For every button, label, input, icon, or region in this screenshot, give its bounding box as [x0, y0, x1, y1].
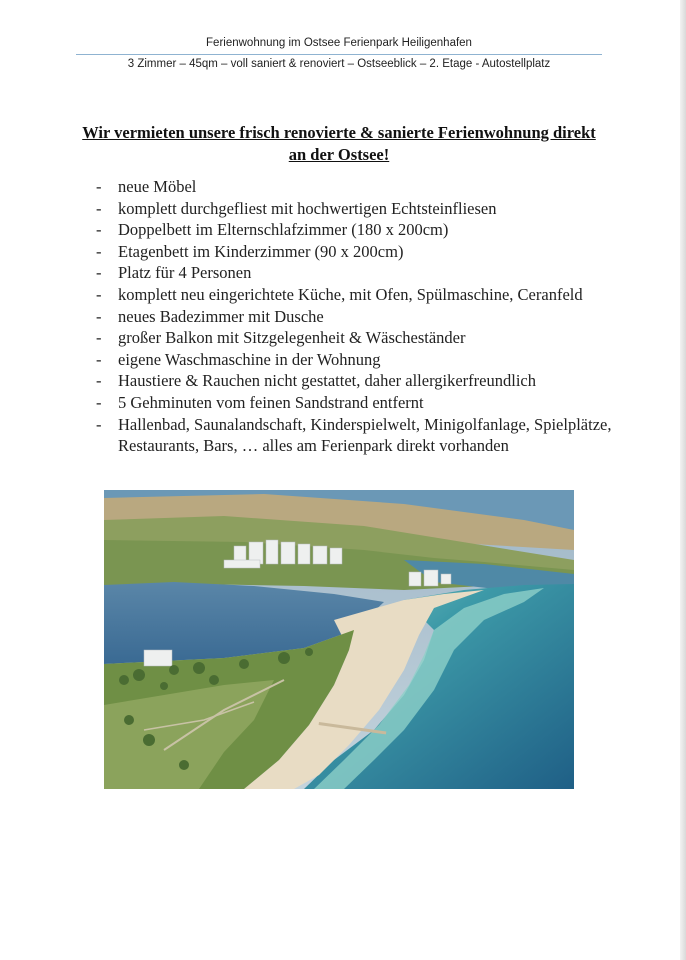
feature-item	[96, 349, 616, 371]
feature-text: 5 Gehminuten vom feinen Sandstrand entfernt	[118, 392, 424, 412]
bullet-dash: -	[96, 414, 102, 434]
feature-item	[96, 414, 616, 457]
bullet-dash: -	[96, 198, 102, 218]
feature-item	[96, 241, 616, 263]
feature-text: Hallenbad, Saunalandschaft, Kinderspielwelt, Minigolfanlage, Spielplätze, Restaurants, Bars, … alles am Ferienpark direkt vorhanden	[118, 414, 612, 456]
feature-item	[96, 198, 616, 220]
bullet-dash: -	[96, 263, 102, 283]
bullet-dash: -	[96, 220, 102, 240]
bullet-dash: -	[96, 284, 102, 304]
page-edge-shadow	[680, 0, 686, 960]
feature-text: neue Möbel	[118, 177, 197, 196]
feature-item	[96, 219, 616, 241]
feature-text: Etagenbett im Kinderzimmer (90 x 200cm)	[118, 241, 404, 261]
feature-text: komplett neu eingerichtete Küche, mit Ofen, Spülmaschine, Ceranfeld	[118, 284, 583, 304]
feature-item	[96, 262, 616, 284]
bullet-dash: -	[96, 241, 102, 261]
feature-item	[96, 370, 616, 392]
feature-list	[96, 176, 616, 457]
feature-item	[96, 176, 616, 198]
feature-item	[96, 392, 616, 414]
feature-text: eigene Waschmaschine in der Wohnung	[118, 349, 381, 369]
feature-text: Doppelbett im Elternschlafzimmer (180 x 200cm)	[118, 220, 449, 240]
bullet-dash: -	[96, 392, 102, 412]
bullet-dash: -	[96, 371, 102, 391]
header-subtitle: 3 Zimmer – 45qm – voll saniert & renoviert – Ostseeblick – 2. Etage - Autostellplatz	[127, 58, 551, 70]
feature-text: neues Badezimmer mit Dusche	[118, 306, 324, 326]
feature-item	[96, 284, 616, 306]
bullet-dash: -	[96, 349, 102, 369]
bullet-dash: -	[96, 328, 102, 348]
bullet-dash: -	[96, 177, 102, 196]
feature-text: großer Balkon mit Sitzgelegenheit & Wäscheständer	[118, 328, 466, 348]
main-headline: Wir vermieten unsere frisch renovierte & sanierte Ferienwohnung direkt an der Ostsee!	[82, 123, 596, 164]
feature-text: komplett durchgefliest mit hochwertigen Echtsteinfliesen	[118, 198, 497, 218]
feature-text: Haustiere & Rauchen nicht gestattet, daher allergikerfreundlich	[118, 371, 536, 391]
feature-item	[96, 327, 616, 349]
aerial-beach-photo	[104, 490, 574, 789]
feature-text: Platz für 4 Personen	[118, 263, 252, 283]
header-title: Ferienwohnung im Ostsee Ferienpark Heiligenhafen	[206, 37, 472, 49]
header-divider	[76, 54, 602, 55]
aerial-photo-illustration	[104, 490, 574, 789]
bullet-dash: -	[96, 306, 102, 326]
feature-item	[96, 306, 616, 328]
